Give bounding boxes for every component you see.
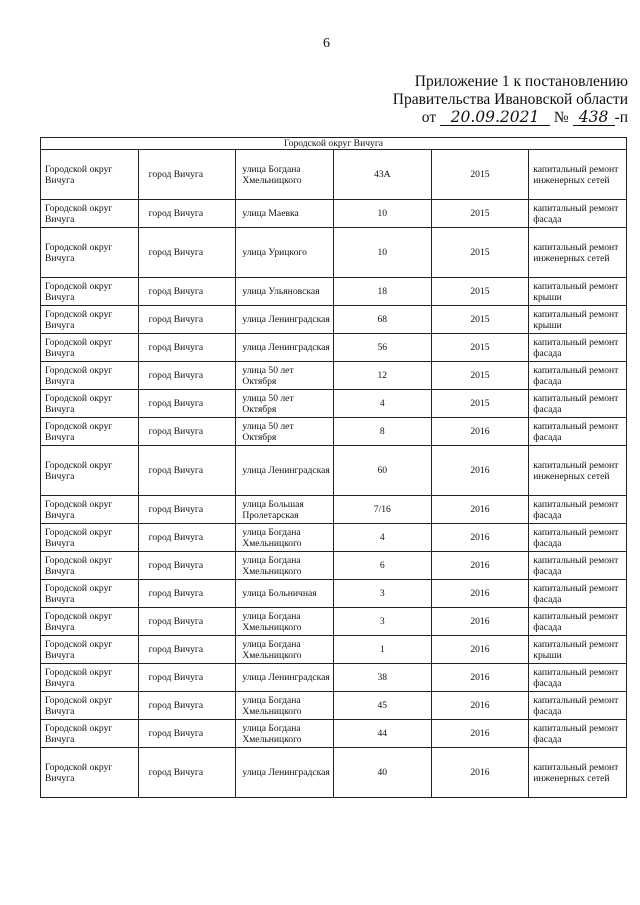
- house-number-cell: 1: [333, 636, 431, 664]
- house-number-cell: 10: [333, 200, 431, 228]
- settlement-cell: город Вичуга: [138, 446, 236, 496]
- number-label: №: [553, 109, 569, 126]
- street-cell: улица 50 лет Октября: [236, 418, 334, 446]
- house-number-cell: 3: [333, 580, 431, 608]
- settlement-cell: город Вичуга: [138, 228, 236, 278]
- municipality-cell: Городской округ Вичуга: [41, 720, 139, 748]
- settlement-cell: город Вичуга: [138, 362, 236, 390]
- municipality-cell: Городской округ Вичуга: [41, 362, 139, 390]
- table-row: [41, 720, 627, 748]
- settlement-cell: город Вичуга: [138, 390, 236, 418]
- municipality-cell: Городской округ Вичуга: [41, 636, 139, 664]
- settlement-cell: город Вичуга: [138, 636, 236, 664]
- appendix-header: [393, 73, 628, 127]
- street-cell: улица Ленинградская: [236, 664, 334, 692]
- work-type-cell: капитальный ремонт крыши: [529, 278, 627, 306]
- settlement-cell: город Вичуга: [138, 524, 236, 552]
- street-cell: улица Ленинградская: [236, 306, 334, 334]
- municipality-cell: Городской округ Вичуга: [41, 748, 139, 798]
- year-cell: 2016: [431, 748, 529, 798]
- municipality-cell: Городской округ Вичуга: [41, 228, 139, 278]
- table-row: [41, 636, 627, 664]
- municipality-cell: Городской округ Вичуга: [41, 278, 139, 306]
- section-title-row: [41, 138, 627, 150]
- appendix-line-2: Правительства Ивановской области: [392, 91, 628, 108]
- work-type-cell: капитальный ремонт инженерных сетей: [529, 150, 627, 200]
- street-cell: улица Большая Пролетарская: [236, 496, 334, 524]
- work-type-cell: капитальный ремонт фасада: [529, 608, 627, 636]
- settlement-cell: город Вичуга: [138, 306, 236, 334]
- house-number-cell: 3: [333, 608, 431, 636]
- work-type-cell: капитальный ремонт крыши: [529, 636, 627, 664]
- house-number-cell: 43А: [333, 150, 431, 200]
- settlement-cell: город Вичуга: [138, 720, 236, 748]
- work-type-cell: капитальный ремонт фасада: [529, 496, 627, 524]
- house-number-cell: 12: [333, 362, 431, 390]
- year-cell: 2015: [431, 228, 529, 278]
- settlement-cell: город Вичуга: [138, 664, 236, 692]
- street-cell: улица Урицкого: [236, 228, 334, 278]
- municipality-cell: Городской округ Вичуга: [41, 200, 139, 228]
- work-type-cell: капитальный ремонт фасада: [529, 524, 627, 552]
- house-number-cell: 45: [333, 692, 431, 720]
- municipality-cell: Городской округ Вичуга: [41, 150, 139, 200]
- work-type-cell: капитальный ремонт инженерных сетей: [529, 228, 627, 278]
- year-cell: 2016: [431, 446, 529, 496]
- table-row: [41, 334, 627, 362]
- municipality-cell: Городской округ Вичуга: [41, 524, 139, 552]
- year-cell: 2015: [431, 390, 529, 418]
- year-cell: 2016: [431, 496, 529, 524]
- from-label: от: [421, 109, 437, 126]
- work-type-cell: капитальный ремонт фасада: [529, 692, 627, 720]
- municipality-cell: Городской округ Вичуга: [41, 334, 139, 362]
- settlement-cell: город Вичуга: [138, 200, 236, 228]
- house-number-cell: 6: [333, 552, 431, 580]
- year-cell: 2016: [431, 552, 529, 580]
- house-number-cell: 18: [333, 278, 431, 306]
- number-suffix: -п: [614, 109, 628, 126]
- table-row: [41, 496, 627, 524]
- municipality-cell: Городской округ Вичуга: [41, 496, 139, 524]
- street-cell: улица Богдана Хмельницкого: [236, 720, 334, 748]
- settlement-cell: город Вичуга: [138, 418, 236, 446]
- table-row: [41, 580, 627, 608]
- street-cell: улица Богдана Хмельницкого: [236, 552, 334, 580]
- work-type-cell: капитальный ремонт инженерных сетей: [529, 446, 627, 496]
- table-row: [41, 362, 627, 390]
- appendix-line-3: [393, 109, 628, 127]
- year-cell: 2016: [431, 720, 529, 748]
- table-row: [41, 278, 627, 306]
- settlement-cell: город Вичуга: [138, 580, 236, 608]
- table-row: [41, 150, 627, 200]
- municipality-cell: Городской округ Вичуга: [41, 692, 139, 720]
- municipality-cell: Городской округ Вичуга: [41, 552, 139, 580]
- year-cell: 2016: [431, 692, 529, 720]
- year-cell: 2016: [431, 580, 529, 608]
- work-type-cell: капитальный ремонт фасада: [529, 552, 627, 580]
- house-number-cell: 38: [333, 664, 431, 692]
- work-type-cell: капитальный ремонт фасада: [529, 334, 627, 362]
- work-type-cell: капитальный ремонт инженерных сетей: [529, 748, 627, 798]
- settlement-cell: город Вичуга: [138, 334, 236, 362]
- year-cell: 2016: [431, 524, 529, 552]
- year-cell: 2015: [431, 334, 529, 362]
- table-row: [41, 524, 627, 552]
- house-number-cell: 8: [333, 418, 431, 446]
- settlement-cell: город Вичуга: [138, 692, 236, 720]
- house-number-cell: 4: [333, 390, 431, 418]
- table-row: [41, 390, 627, 418]
- street-cell: улица Богдана Хмельницкого: [236, 524, 334, 552]
- work-type-cell: капитальный ремонт крыши: [529, 306, 627, 334]
- work-type-cell: капитальный ремонт фасада: [529, 580, 627, 608]
- house-number-cell: 68: [333, 306, 431, 334]
- year-cell: 2015: [431, 150, 529, 200]
- work-type-cell: капитальный ремонт фасада: [529, 418, 627, 446]
- municipality-cell: Городской округ Вичуга: [41, 418, 139, 446]
- settlement-cell: город Вичуга: [138, 150, 236, 200]
- handwritten-date: 20.09.2021: [440, 110, 550, 126]
- appendix-line-1: Приложение 1 к постановлению: [414, 73, 628, 90]
- work-type-cell: капитальный ремонт фасада: [529, 390, 627, 418]
- house-number-cell: 4: [333, 524, 431, 552]
- year-cell: 2015: [431, 362, 529, 390]
- municipality-cell: Городской округ Вичуга: [41, 580, 139, 608]
- settlement-cell: город Вичуга: [138, 748, 236, 798]
- page-number: 6: [323, 36, 330, 51]
- street-cell: улица Больничная: [236, 580, 334, 608]
- objects-table: [40, 137, 627, 798]
- table-row: [41, 306, 627, 334]
- work-type-cell: капитальный ремонт фасада: [529, 664, 627, 692]
- municipality-cell: Городской округ Вичуга: [41, 608, 139, 636]
- street-cell: улица Ленинградская: [236, 446, 334, 496]
- table-row: [41, 748, 627, 798]
- table-row: [41, 200, 627, 228]
- settlement-cell: город Вичуга: [138, 608, 236, 636]
- settlement-cell: город Вичуга: [138, 496, 236, 524]
- year-cell: 2015: [431, 200, 529, 228]
- work-type-cell: капитальный ремонт фасада: [529, 720, 627, 748]
- table-row: [41, 228, 627, 278]
- section-title: Городской округ Вичуга: [41, 138, 627, 150]
- street-cell: улица Богдана Хмельницкого: [236, 692, 334, 720]
- street-cell: улица 50 лет Октября: [236, 362, 334, 390]
- year-cell: 2016: [431, 636, 529, 664]
- year-cell: 2015: [431, 306, 529, 334]
- work-type-cell: капитальный ремонт фасада: [529, 200, 627, 228]
- street-cell: улица Богдана Хмельницкого: [236, 608, 334, 636]
- table-row: [41, 418, 627, 446]
- street-cell: улица Богдана Хмельницкого: [236, 150, 334, 200]
- settlement-cell: город Вичуга: [138, 552, 236, 580]
- house-number-cell: 44: [333, 720, 431, 748]
- handwritten-number: 438: [573, 110, 615, 126]
- street-cell: улица Богдана Хмельницкого: [236, 636, 334, 664]
- table-row: [41, 608, 627, 636]
- work-type-cell: капитальный ремонт фасада: [529, 362, 627, 390]
- street-cell: улица Маевка: [236, 200, 334, 228]
- street-cell: улица 50 лет Октября: [236, 390, 334, 418]
- year-cell: 2016: [431, 418, 529, 446]
- street-cell: улица Ленинградская: [236, 334, 334, 362]
- street-cell: улица Ленинградская: [236, 748, 334, 798]
- house-number-cell: 7/16: [333, 496, 431, 524]
- table-row: [41, 664, 627, 692]
- house-number-cell: 40: [333, 748, 431, 798]
- table-row: [41, 446, 627, 496]
- municipality-cell: Городской округ Вичуга: [41, 306, 139, 334]
- table-row: [41, 552, 627, 580]
- house-number-cell: 56: [333, 334, 431, 362]
- year-cell: 2016: [431, 608, 529, 636]
- house-number-cell: 60: [333, 446, 431, 496]
- municipality-cell: Городской округ Вичуга: [41, 390, 139, 418]
- settlement-cell: город Вичуга: [138, 278, 236, 306]
- table-row: [41, 692, 627, 720]
- municipality-cell: Городской округ Вичуга: [41, 446, 139, 496]
- municipality-cell: Городской округ Вичуга: [41, 664, 139, 692]
- year-cell: 2016: [431, 664, 529, 692]
- street-cell: улица Ульяновская: [236, 278, 334, 306]
- year-cell: 2015: [431, 278, 529, 306]
- house-number-cell: 10: [333, 228, 431, 278]
